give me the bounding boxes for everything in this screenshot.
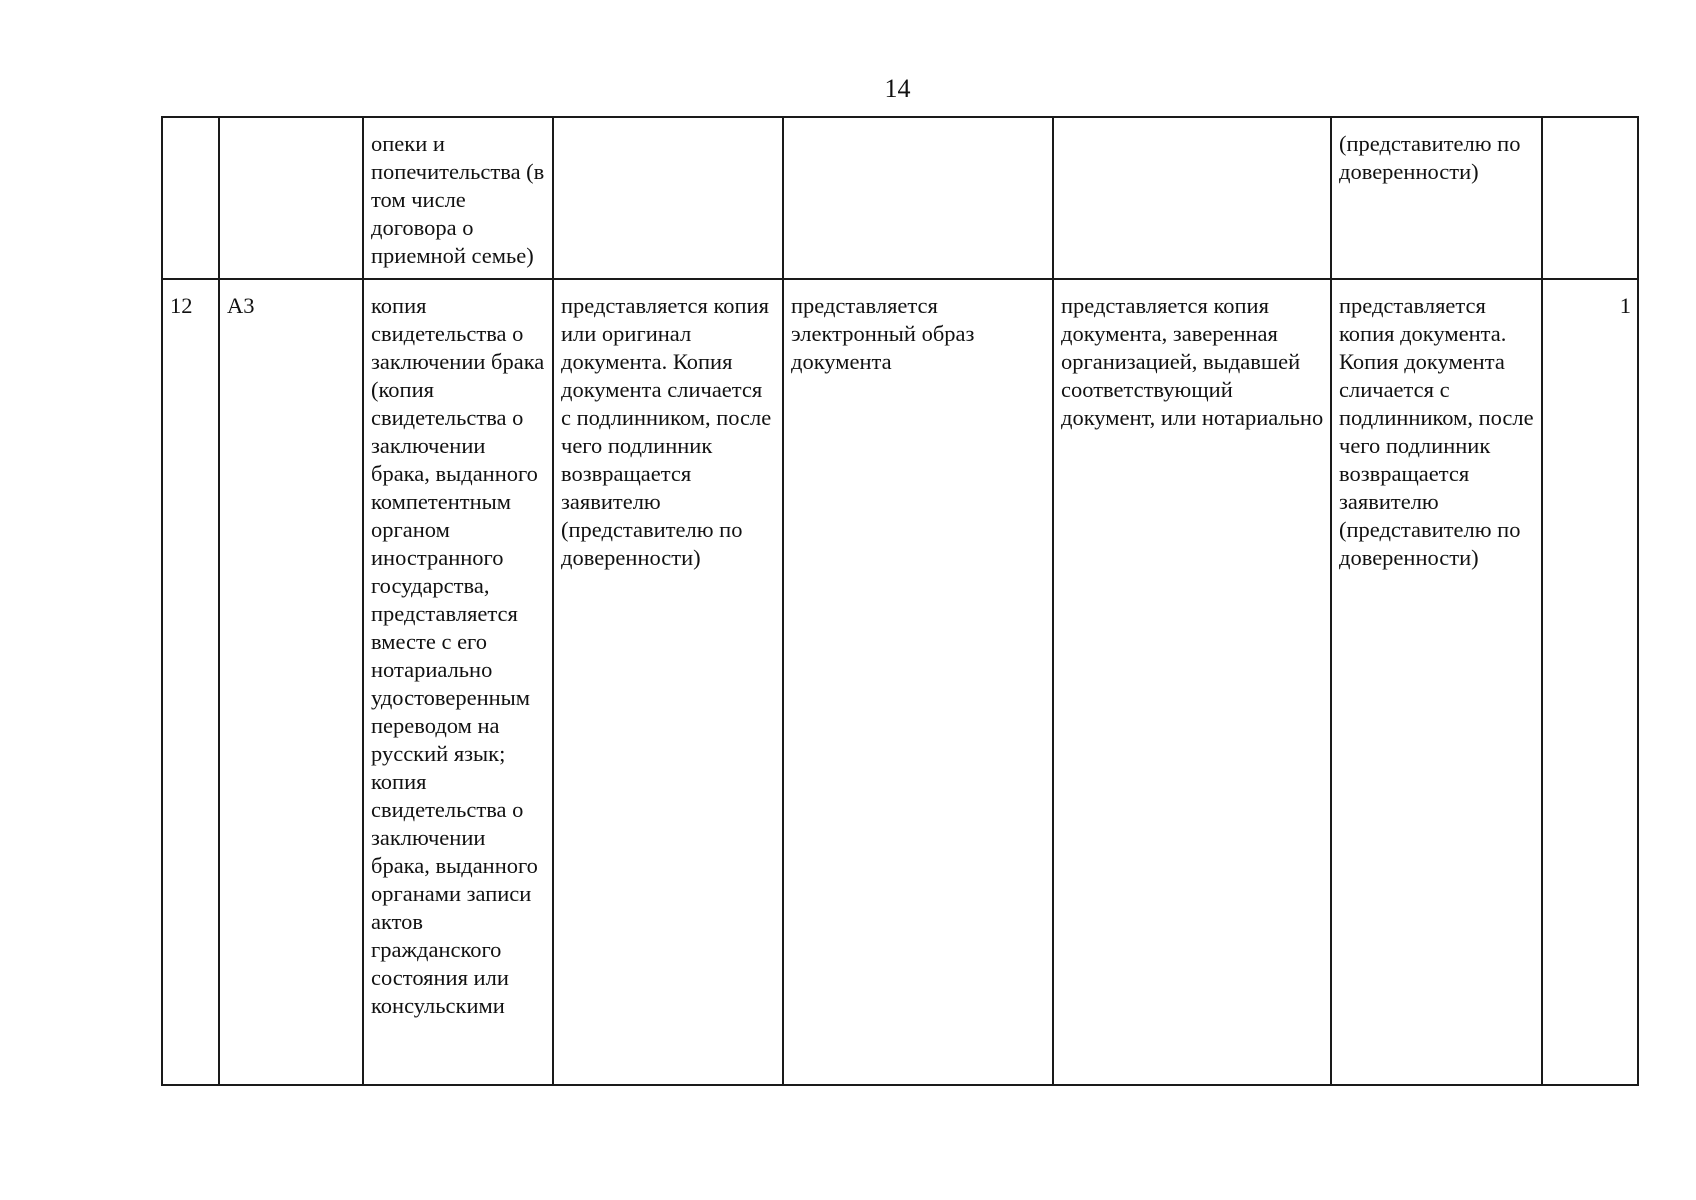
cell-submission-form-3 [1053,117,1331,279]
cell-submission-form-2 [783,279,1053,1085]
cell-text: представляется электронный образ документа [791,293,975,374]
cell-text: представляется копия или оригинал документа. Копия документа сличается с подлинником, после чего подлинник возвращается заявителю (представителю по доверенности) [561,293,772,570]
cell-submission-form-2 [783,117,1053,279]
page-number: 14 [884,74,911,103]
table-row [162,279,1638,1085]
cell-submission-form-3 [1053,279,1331,1085]
cell-number [162,279,219,1085]
cell-number [162,117,219,279]
cell-quantity [1542,279,1638,1085]
cell-submission-form-4 [1331,279,1542,1085]
cell-text: копия свидетельства о заключении брака (копия свидетельства о заключении брака, выданного компетентным органом иностранного государства, представляется вместе с его нотариально удостоверенным переводом на русский язык; копия свидетельства о заключении брака, выданного органами записи актов гражданского состояния или консульскими [371,293,545,1018]
document-table [161,116,1639,1086]
cell-text: представляется копия документа, заверенная организацией, выдавшей соответствующий документ, или нотариально [1061,293,1324,430]
cell-text: (представителю по доверенности) [1339,131,1521,184]
cell-submission-form-4 [1331,117,1542,279]
cell-quantity [1542,117,1638,279]
table-row [162,117,1638,279]
cell-submission-form-1 [553,279,783,1085]
cell-document-name [363,279,553,1085]
cell-code [219,279,363,1085]
cell-text: 12 [170,293,193,318]
cell-submission-form-1 [553,117,783,279]
cell-text: А3 [227,293,255,318]
cell-text: 1 [1619,293,1631,318]
cell-text: представляется копия документа. Копия документа сличается с подлинником, после чего подлинник возвращается заявителю (представителю по доверенности) [1339,293,1534,570]
cell-document-name [363,117,553,279]
cell-code [219,117,363,279]
cell-text: опеки и попечительства (в том числе договора о приемной семье) [371,131,545,268]
